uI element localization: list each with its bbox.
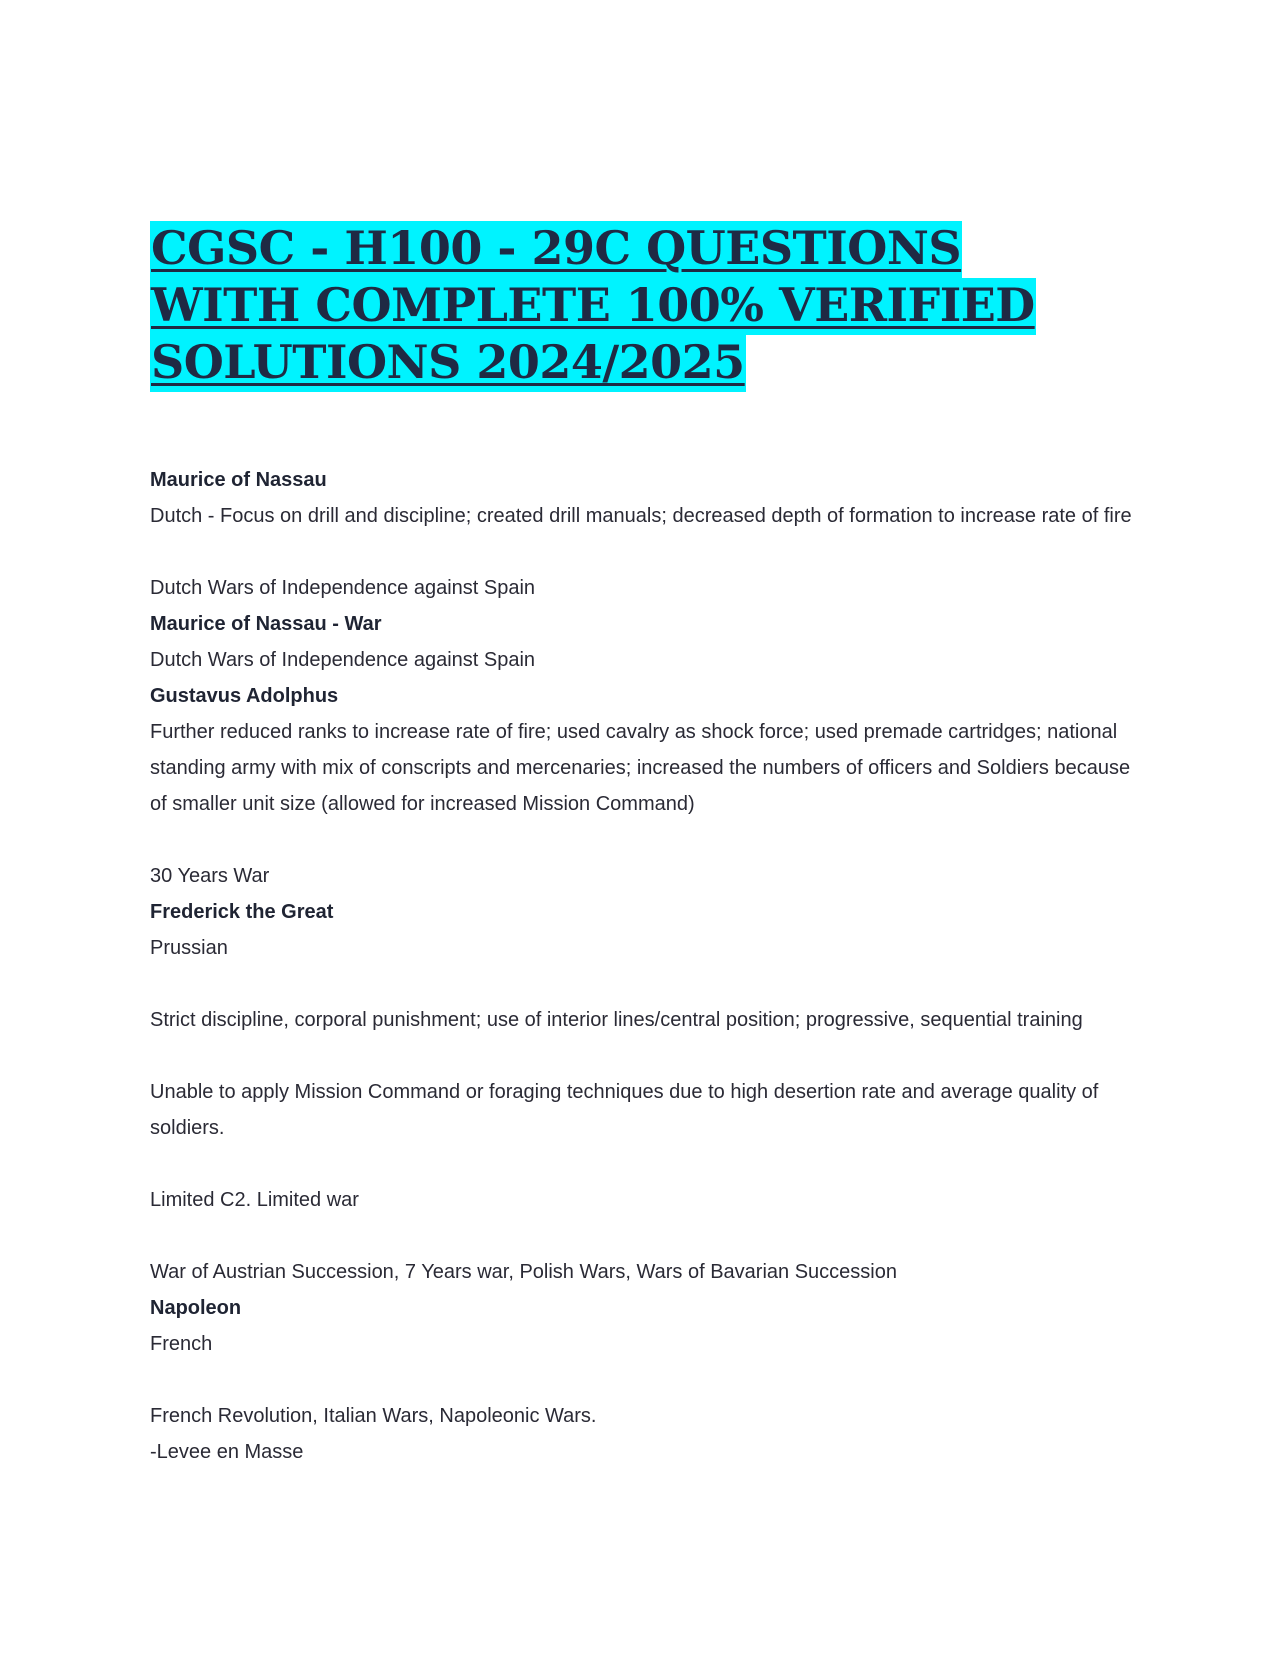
definition-napoleon-levee: -Levee en Masse [150,1441,304,1463]
title-line-3 [150,334,1160,391]
definition-gustavus-adolphus-wars: 30 Years War [150,865,270,887]
definition-frederick-methods: Strict discipline, corporal punishment; use of interior lines/central position; progressive, sequential training [150,1009,1083,1031]
definition-maurice-of-nassau: Dutch - Focus on drill and discipline; created drill manuals; decreased depth of formation to increase rate of fire [150,505,1132,527]
term-gustavus-adolphus: Gustavus Adolphus [150,685,339,707]
term-frederick-the-great: Frederick the Great [150,901,334,923]
term-maurice-of-nassau: Maurice of Nassau [150,469,327,491]
title-line-2-text: WITH COMPLETE 100% VERIFIED [150,278,1036,335]
definition-gustavus-adolphus: Further reduced ranks to increase rate of fire; used cavalry as shock force; used premade cartridges; national standing army with mix of conscripts and mercenaries; increased the numbers of officers and Soldiers because of smaller unit size (allowed for increased Mission Command) [150,721,1131,815]
spacer [150,1218,1140,1254]
title-line-1 [150,220,1160,277]
title-line-2 [150,277,1160,334]
definition-maurice-of-nassau-wars: Dutch Wars of Independence against Spain [150,577,536,599]
definition-frederick-c2: Limited C2. Limited war [150,1189,359,1211]
term-napoleon: Napoleon [150,1297,242,1319]
term-maurice-of-nassau-war: Maurice of Nassau - War [150,613,382,635]
definition-frederick-limitations: Unable to apply Mission Command or foraging techniques due to high desertion rate and average quality of soldiers. [150,1081,1099,1139]
title-line-3-text: SOLUTIONS 2024/2025 [150,335,746,392]
title-line-1-text: CGSC - H100 - 29C QUESTIONS [150,221,962,278]
spacer [150,1362,1140,1398]
document-title [150,220,1160,391]
definition-napoleon-wars: French Revolution, Italian Wars, Napoleonic Wars. [150,1405,597,1427]
definition-maurice-of-nassau-war: Dutch Wars of Independence against Spain [150,649,536,671]
definition-napoleon-nationality: French [150,1333,213,1355]
spacer [150,534,1140,570]
definition-frederick-wars: War of Austrian Succession, 7 Years war, Polish Wars, Wars of Bavarian Succession [150,1261,897,1283]
flashcard-list [150,462,1140,1470]
spacer [150,1038,1140,1074]
spacer [150,822,1140,858]
spacer [150,966,1140,1002]
spacer [150,1146,1140,1182]
definition-frederick-nationality: Prussian [150,937,228,959]
